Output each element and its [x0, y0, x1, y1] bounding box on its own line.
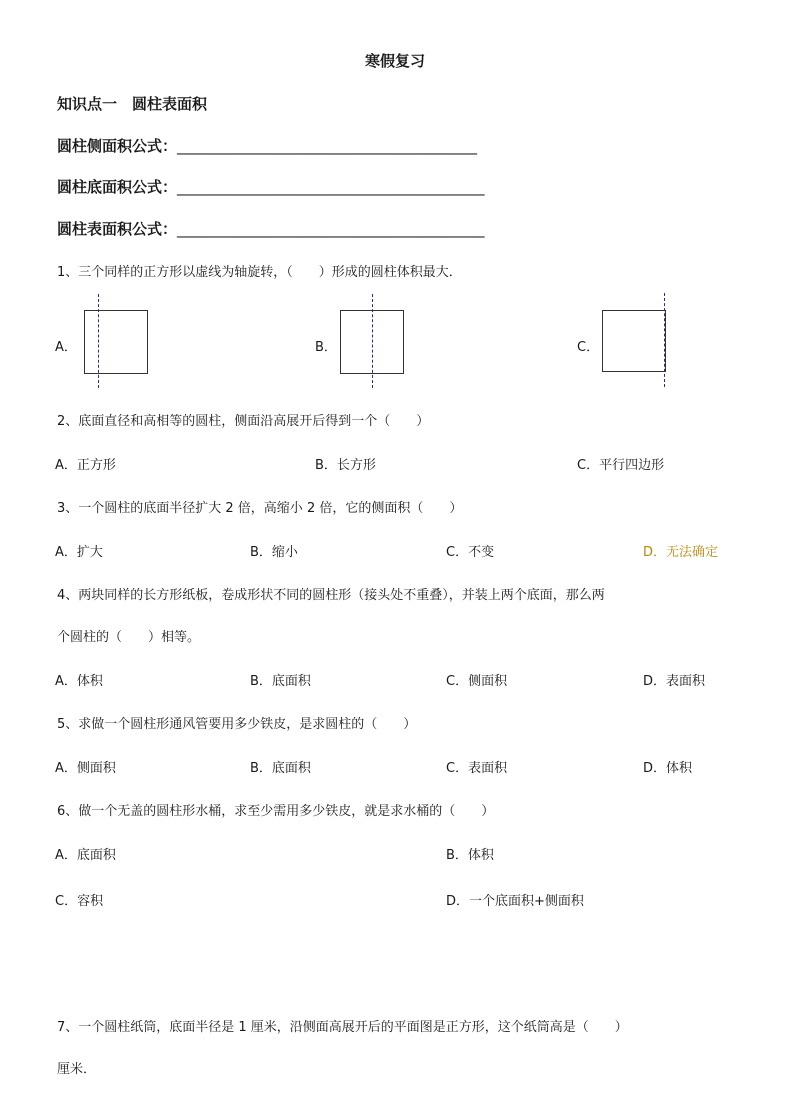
- square-shape: [602, 310, 666, 372]
- page-title: 寒假复习: [364, 52, 425, 70]
- q2-option-b[interactable]: B．长方形: [315, 458, 376, 473]
- q6-option-c[interactable]: C．容积: [55, 894, 104, 909]
- q3-option-a[interactable]: A．扩大: [55, 545, 103, 560]
- q2-option-a[interactable]: A．正方形: [55, 458, 116, 473]
- q1-figure-a: [84, 294, 154, 388]
- formula-blank[interactable]: _________________________________________: [177, 178, 485, 196]
- q6-option-d[interactable]: D．一个底面积+侧面积: [446, 894, 584, 909]
- question-2: 2、底面直径和高相等的圆柱，侧面沿高展开后得到一个（ ）: [57, 414, 430, 429]
- q4-option-a[interactable]: A．体积: [55, 674, 103, 689]
- square-shape: [84, 310, 148, 374]
- axis-line: [664, 293, 665, 387]
- q1-figure-c: [602, 293, 672, 387]
- q3-option-c[interactable]: C．不变: [446, 545, 495, 560]
- question-7-cont: 厘米．: [57, 1062, 97, 1077]
- question-6: 6、做一个无盖的圆柱形水桶，求至少需用多少铁皮，就是求水桶的（ ）: [57, 804, 495, 819]
- q1-option-c[interactable]: C．: [577, 340, 600, 355]
- question-3: 3、一个圆柱的底面半径扩大 2 倍，高缩小 2 倍，它的侧面积（ ）: [57, 501, 463, 516]
- formula-blank[interactable]: _________________________________________: [177, 220, 485, 238]
- q5-option-a[interactable]: A．侧面积: [55, 761, 116, 776]
- question-1: 1、三个同样的正方形以虚线为轴旋转，（ ）形成的圆柱体积最大．: [57, 265, 462, 280]
- q3-option-b[interactable]: B．缩小: [250, 545, 298, 560]
- question-4: 4、两块同样的长方形纸板，卷成形状不同的圆柱形（接头处不重叠），并装上两个底面，那么两: [57, 588, 605, 603]
- formula-label: 圆柱底面积公式：: [57, 178, 178, 196]
- formula-surface-area: [57, 218, 485, 239]
- q2-option-c[interactable]: C．平行四边形: [577, 458, 665, 473]
- q1-option-a[interactable]: A．: [55, 340, 77, 355]
- question-4-cont: 个圆柱的（ ）相等。: [57, 630, 201, 645]
- question-7: 7、一个圆柱纸筒，底面半径是 1 厘米，沿侧面高展开后的平面图是正方形，这个纸筒高是（ ）: [57, 1020, 628, 1035]
- axis-line: [98, 294, 99, 388]
- q3-option-d[interactable]: D．无法确定: [643, 545, 719, 560]
- formula-blank[interactable]: ________________________________________: [177, 137, 478, 155]
- axis-line: [372, 294, 373, 388]
- question-5: 5、求做一个圆柱形通风管要用多少铁皮，是求圆柱的（ ）: [57, 717, 417, 732]
- q6-option-b[interactable]: B．体积: [446, 848, 494, 863]
- q6-option-a[interactable]: A．底面积: [55, 848, 116, 863]
- formula-lateral-area: [57, 135, 477, 156]
- section-heading: 知识点一 圆柱表面积: [57, 95, 208, 113]
- q5-option-c[interactable]: C．表面积: [446, 761, 508, 776]
- q5-option-d[interactable]: D．体积: [643, 761, 693, 776]
- q1-option-b[interactable]: B．: [315, 340, 337, 355]
- formula-label: 圆柱表面积公式：: [57, 220, 178, 238]
- q1-figure-b: [340, 294, 410, 388]
- q4-option-d[interactable]: D．表面积: [643, 674, 706, 689]
- q4-option-c[interactable]: C．侧面积: [446, 674, 508, 689]
- q4-option-b[interactable]: B．底面积: [250, 674, 311, 689]
- formula-label: 圆柱侧面积公式：: [57, 137, 178, 155]
- formula-base-area: [57, 176, 485, 197]
- q5-option-b[interactable]: B．底面积: [250, 761, 311, 776]
